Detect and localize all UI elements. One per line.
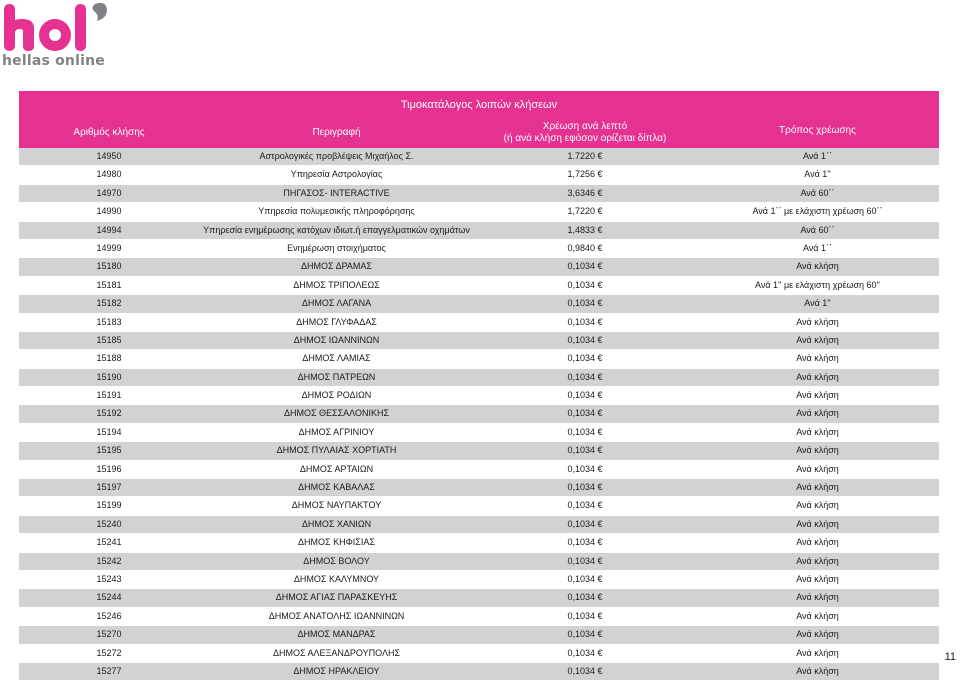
table-row <box>19 240 939 258</box>
cell-charge: 0,1034 € <box>567 647 603 658</box>
cell-number: 15242 <box>96 555 122 566</box>
cell-number: 14950 <box>96 151 122 161</box>
cell-number: 15191 <box>96 390 122 401</box>
cell-charge: 0,1034 € <box>567 629 603 640</box>
cell-description: ΔΗΜΟΣ ΑΡΤΑΙΩΝ <box>299 463 374 474</box>
cell-charge: 0,1034 € <box>567 555 603 566</box>
cell-number: 15246 <box>96 610 122 621</box>
cell-description: ΔΗΜΟΣ ΚΑΛΥΜΝΟΥ <box>293 573 380 584</box>
table-title: Τιμοκατάλογος λοιπών κλήσεων <box>19 91 939 118</box>
cell-charge: 0,1034 € <box>567 371 603 382</box>
cell-method: Ανά κλήση <box>796 371 839 382</box>
cell-description: ΔΗΜΟΣ ΗΡΑΚΛΕΙΟΥ <box>293 665 380 676</box>
cell-description: ΔΗΜΟΣ ΒΟΛΟΥ <box>303 555 370 566</box>
cell-method: Ανά κλήση <box>796 665 839 676</box>
cell-method: Ανά 60΄΄ <box>800 187 835 198</box>
table-row <box>19 405 939 423</box>
cell-number: 14994 <box>96 224 122 235</box>
cell-number: 14999 <box>96 242 122 253</box>
table-row <box>19 534 939 552</box>
table-row <box>19 479 939 497</box>
cell-number: 15182 <box>96 298 122 309</box>
cell-number: 14970 <box>96 187 122 198</box>
cell-description: Ενημέρωση στοιχήματος <box>287 242 386 253</box>
table-row <box>19 442 939 460</box>
cell-number: 15272 <box>96 647 122 658</box>
cell-method: Ανά κλήση <box>796 261 839 272</box>
cell-description: ΔΗΜΟΣ ΝΑΥΠΑΚΤΟΥ <box>291 500 382 511</box>
header-charge <box>474 118 696 148</box>
cell-description: ΔΗΜΟΣ ΙΩΑΝΝΙΝΩΝ <box>293 334 380 345</box>
table-row <box>19 203 939 221</box>
cell-method: Ανά κλήση <box>796 463 839 474</box>
cell-description: Αστρολογικές προβλέψεις Μιχαήλος Σ. <box>259 151 414 161</box>
cell-number: 15197 <box>96 482 122 493</box>
cell-number: 15195 <box>96 445 122 456</box>
cell-description: ΔΗΜΟΣ ΠΑΤΡΕΩΝ <box>297 371 376 382</box>
cell-number: 15199 <box>96 500 122 511</box>
table-row <box>19 295 939 313</box>
cell-number: 15188 <box>96 353 122 364</box>
cell-charge: 0,1034 € <box>567 426 603 437</box>
cell-description: ΔΗΜΟΣ ΓΛΥΦΑΔΑΣ <box>296 316 377 327</box>
cell-method: Ανά κλήση <box>796 537 839 548</box>
cell-description: Υπηρεσία Αστρολογίας <box>290 169 383 180</box>
cell-description: ΔΗΜΟΣ ΚΗΦΙΣΙΑΣ <box>298 537 375 548</box>
table-row <box>19 350 939 368</box>
cell-description: ΔΗΜΟΣ ΜΑΝΔΡΑΣ <box>297 629 376 640</box>
table-row <box>19 258 939 276</box>
table-row <box>19 314 939 332</box>
table-body <box>19 148 939 681</box>
cell-description: Υπηρεσία πολυμεσικής πληροφόρησης <box>258 206 415 217</box>
cell-charge: 0,1034 € <box>567 279 603 290</box>
table-row <box>19 185 939 203</box>
cell-number: 14980 <box>96 169 122 180</box>
cell-description: ΔΗΜΟΣ ΚΑΒΑΛΑΣ <box>298 482 375 493</box>
cell-charge: 1.7220 € <box>567 151 603 161</box>
cell-charge: 0,1034 € <box>567 298 603 309</box>
hol-logo-mark <box>0 0 120 56</box>
cell-number: 15183 <box>96 316 122 327</box>
cell-method: Ανά κλήση <box>796 555 839 566</box>
cell-charge: 0,1034 € <box>567 573 603 584</box>
cell-charge: 0,1034 € <box>567 408 603 419</box>
cell-charge: 0,1034 € <box>567 500 603 511</box>
cell-number: 15244 <box>96 592 122 603</box>
table-row <box>19 571 939 589</box>
table-row <box>19 148 939 166</box>
cell-number: 15194 <box>96 426 122 437</box>
header-method: Τρόπος χρέωσης <box>779 125 856 136</box>
cell-method: Ανά κλήση <box>796 353 839 364</box>
cell-method: Ανά κλήση <box>796 390 839 401</box>
table-header <box>19 118 939 148</box>
cell-charge: 0,1034 € <box>567 353 603 364</box>
cell-method: Ανά κλήση <box>796 426 839 437</box>
table-row <box>19 277 939 295</box>
cell-number: 15240 <box>96 518 122 529</box>
price-table <box>19 91 939 681</box>
cell-method: Ανά κλήση <box>796 610 839 621</box>
cell-charge: 0,1034 € <box>567 445 603 456</box>
cell-number: 15192 <box>96 408 122 419</box>
table-row <box>19 369 939 387</box>
cell-number: 15190 <box>96 371 122 382</box>
cell-charge: 0,1034 € <box>567 482 603 493</box>
cell-number: 15270 <box>96 629 122 640</box>
cell-charge: 0,1034 € <box>567 665 603 676</box>
cell-charge: 0,1034 € <box>567 316 603 327</box>
cell-charge: 0,1034 € <box>567 390 603 401</box>
cell-description: ΔΗΜΟΣ ΛΑΓΑΝΑ <box>301 298 372 309</box>
cell-description: ΔΗΜΟΣ ΡΟΔΙΩΝ <box>301 390 372 401</box>
cell-charge: 0,1034 € <box>567 463 603 474</box>
table-row <box>19 424 939 442</box>
cell-charge: 1,4833 € <box>567 224 603 235</box>
cell-charge: 0,1034 € <box>567 334 603 345</box>
hol-logo <box>0 0 120 72</box>
table-row <box>19 553 939 571</box>
cell-description: ΠΗΓΑΣΟΣ- INTERACTIVE <box>283 187 390 198</box>
cell-method: Ανά κλήση <box>796 445 839 456</box>
cell-method: Ανά κλήση <box>796 482 839 493</box>
cell-method: Ανά κλήση <box>796 647 839 658</box>
cell-method: Ανά 1'' <box>804 169 831 180</box>
cell-method: Ανά κλήση <box>796 518 839 529</box>
cell-method: Ανά 1΄΄ <box>802 242 833 253</box>
cell-number: 15243 <box>96 573 122 584</box>
cell-method: Ανά 1΄΄ <box>802 151 833 161</box>
cell-description: ΔΗΜΟΣ ΔΡΑΜΑΣ <box>301 261 372 272</box>
cell-charge: 1,7256 € <box>567 169 603 180</box>
cell-description: ΔΗΜΟΣ ΠΥΛΑΙΑΣ ΧΟΡΤΙΑΤΗ <box>276 445 397 456</box>
cell-number: 15180 <box>96 261 122 272</box>
table-row <box>19 516 939 534</box>
table-row <box>19 332 939 350</box>
cell-method: Ανά κλήση <box>796 592 839 603</box>
table-row <box>19 387 939 405</box>
cell-charge: 0,1034 € <box>567 537 603 548</box>
header-charge-line2: (ή ανά κλήση εφόσον ορίζεται δίπλα) <box>503 133 667 144</box>
cell-charge: 0,9840 € <box>567 242 603 253</box>
cell-method: Ανά κλήση <box>796 573 839 584</box>
cell-charge: 0,1034 € <box>567 518 603 529</box>
hol-tagline: hellas online <box>2 53 105 69</box>
table-row <box>19 461 939 479</box>
header-description: Περιγραφή <box>312 127 361 138</box>
table-row <box>19 608 939 626</box>
header-charge-line1: Χρέωση ανά λεπτό <box>542 121 628 132</box>
page-number: 11 <box>944 651 956 663</box>
cell-charge: 0,1034 € <box>567 592 603 603</box>
cell-number: 15277 <box>96 665 122 676</box>
cell-description: ΔΗΜΟΣ ΑΝΑΤΟΛΗΣ ΙΩΑΝΝΙΝΩΝ <box>268 610 405 621</box>
cell-description: ΔΗΜΟΣ ΑΓΙΑΣ ΠΑΡΑΣΚΕΥΗΣ <box>275 592 398 603</box>
cell-description: Υπηρεσία ενημέρωσης κατόχων ιδιωτ.ή επαγγελματικών οχημάτων <box>203 224 470 235</box>
cell-method: Ανά κλήση <box>796 500 839 511</box>
table-row <box>19 497 939 515</box>
cell-charge: 3,6346 € <box>567 187 603 198</box>
cell-number: 15181 <box>96 279 122 290</box>
table-row <box>19 589 939 607</box>
cell-method: Ανά κλήση <box>796 629 839 640</box>
cell-number: 15196 <box>96 463 122 474</box>
table-row <box>19 626 939 644</box>
cell-number: 15185 <box>96 334 122 345</box>
cell-description: ΔΗΜΟΣ ΛΑΜΙΑΣ <box>302 353 371 364</box>
cell-method: Ανά κλήση <box>796 316 839 327</box>
cell-method: Ανά 1΄΄ με ελάχιστη χρέωση 60΄΄ <box>752 206 883 217</box>
table-row <box>19 166 939 184</box>
cell-method: Ανά 1'' <box>804 298 831 309</box>
cell-charge: 1,7220 € <box>567 206 603 217</box>
cell-charge: 0,1034 € <box>567 261 603 272</box>
cell-method: Ανά 1'' με ελάχιστη χρέωση 60'' <box>755 279 880 290</box>
cell-description: ΔΗΜΟΣ ΧΑΝΙΩΝ <box>301 518 372 529</box>
cell-charge: 0,1034 € <box>567 610 603 621</box>
table-row <box>19 645 939 663</box>
cell-number: 15241 <box>96 537 122 548</box>
cell-number: 14990 <box>96 206 122 217</box>
table-row <box>19 663 939 681</box>
cell-description: ΔΗΜΟΣ ΘΕΣΣΑΛΟΝΙΚΗΣ <box>283 408 390 419</box>
cell-description: ΔΗΜΟΣ ΑΛΕΞΑΝΔΡΟΥΠΟΛΗΣ <box>272 647 401 658</box>
cell-method: Ανά κλήση <box>796 408 839 419</box>
cell-method: Ανά 60΄΄ <box>800 224 835 235</box>
cell-method: Ανά κλήση <box>796 334 839 345</box>
cell-description: ΔΗΜΟΣ ΤΡΙΠΟΛΕΩΣ <box>293 279 380 290</box>
header-number: Αριθμός κλήσης <box>73 127 145 138</box>
cell-description: ΔΗΜΟΣ ΑΓΡΙΝΙΟΥ <box>298 426 375 437</box>
table-row <box>19 222 939 240</box>
